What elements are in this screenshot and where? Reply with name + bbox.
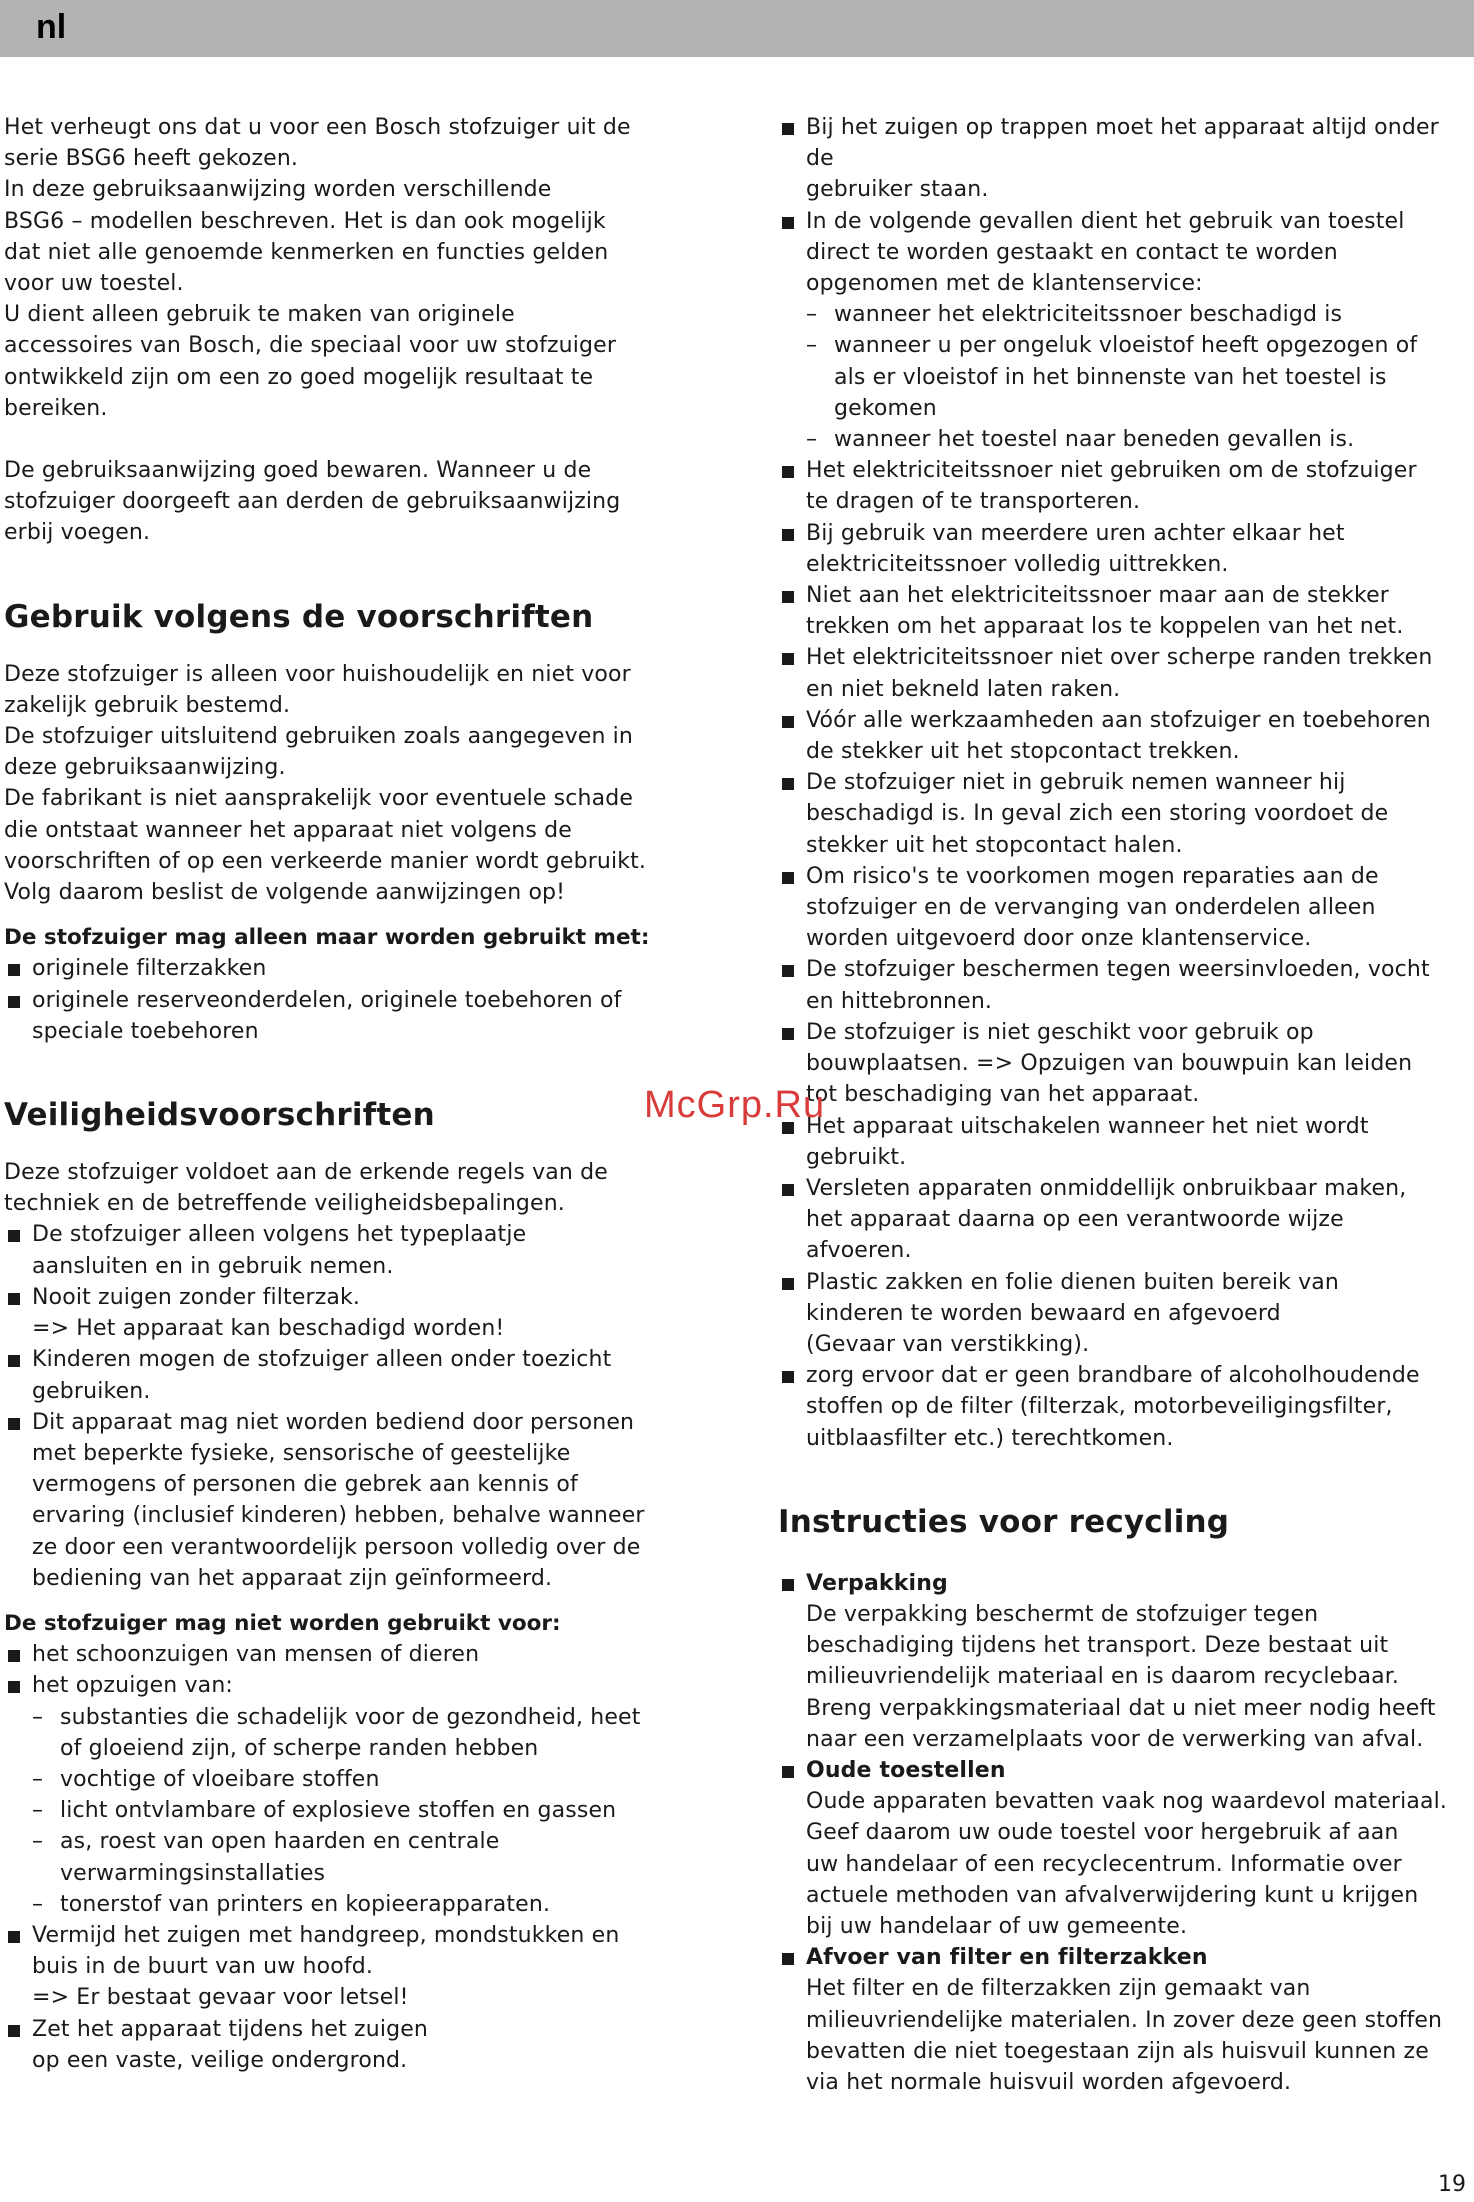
square-bullet-icon [782, 1766, 794, 1778]
safety-list [4, 1219, 724, 1593]
dash-item: – substanties die schadelijk voor de gezondheid, heet of gloeiend zijn, of scherpe randen hebben [32, 1704, 641, 1761]
square-bullet-icon [782, 1184, 794, 1196]
list-item: Nooit zuigen zonder filterzak. => Het apparaat kan beschadigd worden! [4, 1282, 724, 1344]
list-item: Zet het apparaat tijdens het zuigen op een vaste, veilige ondergrond. [4, 2014, 724, 2076]
header-bar [0, 0, 1474, 57]
notallowed-title: De stofzuiger mag niet worden gebruikt voor: [4, 1610, 561, 1636]
list-item: Het elektriciteitssnoer niet gebruiken om de stofzuiger te dragen of te transporteren. [778, 455, 1472, 517]
square-bullet-icon [8, 1418, 20, 1430]
notallowed-list [4, 1639, 724, 2076]
list-item: Vóór alle werkzaamheden aan stofzuiger en toebehoren de stekker uit het stopcontact trekken. [778, 705, 1472, 767]
allowed-title: De stofzuiger mag alleen maar worden gebruikt met: [4, 925, 650, 951]
square-bullet-icon [782, 1579, 794, 1591]
square-bullet-icon [782, 1371, 794, 1383]
recycling-list [778, 1568, 1472, 2098]
list-item: Versleten apparaten onmiddellijk onbruikbaar maken, het apparaat daarna op een verantwoorde wijze afvoeren. [778, 1173, 1472, 1267]
square-bullet-icon [782, 872, 794, 884]
list-item: De stofzuiger niet in gebruik nemen wanneer hij beschadigd is. In geval zich een storing voordoet de stekker uit het stopcontact halen. [778, 767, 1472, 861]
list-item: het opzuigen van: – substanties die schadelijk voor de gezondheid, heet of gloeiend zijn, of scherpe randen hebben – vochtige of vloeibare stoffen – licht ontvlambare of explosieve stoffen en gassen – as, roest van open haarden en centrale verwarmingsinstallaties – tonerstof van printers en kopieerapparaten. [4, 1670, 724, 1920]
dash-item: – as, roest van open haarden en centrale verwarmingsinstallaties [32, 1829, 500, 1886]
notallowed-sublist [32, 1702, 724, 1920]
list-item: Om risico's te voorkomen mogen reparaties aan de stofzuiger en de vervanging van onderdelen alleen worden uitgevoerd door onze klantenservice. [778, 861, 1472, 955]
list-item: Bij het zuigen op trappen moet het apparaat altijd onder de gebruiker staan. [778, 112, 1472, 206]
list-item: Oude toestellen Oude apparaten bevatten vaak nog waardevol materiaal. Geef daarom uw oude toestel voor hergebruik af aan uw handelaar of een recyclecentrum. Informatie over actuele methoden van afvalverwijdering kunt u krijgen bij uw handelaar of uw gemeente. [778, 1755, 1472, 1942]
dash-item: – wanneer het toestel naar beneden gevallen is. [806, 427, 1355, 453]
list-item: Bij gebruik van meerdere uren achter elkaar het elektriciteitssnoer volledig uittrekken. [778, 518, 1472, 580]
square-bullet-icon [8, 2025, 20, 2037]
square-bullet-icon [782, 778, 794, 790]
square-bullet-icon [782, 716, 794, 728]
section-title-safety: Veiligheidsvoorschriften [4, 1097, 435, 1134]
list-item: Het apparaat uitschakelen wanneer het niet wordt gebruikt. [778, 1111, 1472, 1173]
list-item: Vermijd het zuigen met handgreep, mondstukken en buis in de buurt van uw hoofd. => Er bestaat gevaar voor letsel! [4, 1920, 724, 2014]
list-item: Verpakking De verpakking beschermt de stofzuiger tegen beschadiging tijdens het transport. Deze bestaat uit milieuvriendelijk materiaal en is daarom recyclebaar. Breng verpakkingsmateriaal dat u niet meer nodig heeft naar een verzamelplaats voor de verwerking van afval. [778, 1568, 1472, 1755]
square-bullet-icon [782, 1278, 794, 1290]
safety-list-continued [778, 112, 1472, 1454]
list-item: originele filterzakken [4, 953, 724, 984]
list-item: Kinderen mogen de stofzuiger alleen onder toezicht gebruiken. [4, 1344, 724, 1406]
dash-item: – tonerstof van printers en kopieerapparaten. [32, 1891, 551, 1917]
dash-item: – vochtige of vloeibare stoffen [32, 1766, 380, 1792]
square-bullet-icon [782, 1028, 794, 1040]
allowed-list [4, 953, 724, 1047]
section-title-use: Gebruik volgens de voorschriften [4, 598, 594, 635]
list-item: Dit apparaat mag niet worden bediend door personen met beperkte fysieke, sensorische of geestelijke vermogens of personen die gebrek aan kennis of ervaring (inclusief kinderen) hebben, behalve wanneer ze door een verantwoordelijk persoon volledig over de bediening van het apparaat zijn geïnformeerd. [4, 1407, 724, 1594]
square-bullet-icon [782, 123, 794, 135]
list-item: Niet aan het elektriciteitssnoer maar aan de stekker trekken om het apparaat los te koppelen van het net. [778, 580, 1472, 642]
watermark-text: McGrp.Ru [644, 1084, 826, 1126]
left-column [4, 112, 724, 2076]
list-item: originele reserveonderdelen, originele toebehoren of speciale toebehoren [4, 985, 724, 1047]
square-bullet-icon [782, 965, 794, 977]
square-bullet-icon [782, 1953, 794, 1965]
storage-note: De gebruiksaanwijzing goed bewaren. Wanneer u de stofzuiger doorgeeft aan derden de gebruiksaanwijzing erbij voegen. [4, 458, 621, 546]
list-item: zorg ervoor dat er geen brandbare of alcoholhoudende stoffen op de filter (filterzak, motorbeveiligingsfilter, uitblaasfilter etc.) terechtkomen. [778, 1360, 1472, 1454]
square-bullet-icon [782, 591, 794, 603]
list-item: De stofzuiger beschermen tegen weersinvloeden, vocht en hittebronnen. [778, 954, 1472, 1016]
square-bullet-icon [782, 529, 794, 541]
square-bullet-icon [8, 1931, 20, 1943]
list-item: het schoonzuigen van mensen of dieren [4, 1639, 724, 1670]
safety-intro: Deze stofzuiger voldoet aan de erkende regels van de techniek en de betreffende veiligheidsbepalingen. [4, 1160, 608, 1217]
use-paragraph: Deze stofzuiger is alleen voor huishoudelijk en niet voor zakelijk gebruik bestemd. De stofzuiger uitsluitend gebruiken zoals aangegeven in deze gebruiksaanwijzing. De fabrikant is niet aansprakelijk voor eventuele schade die ontstaat wanneer het apparaat niet volgens de voorschriften of op een verkeerde manier wordt gebruikt. Volg daarom beslist de volgende aanwijzingen op! [4, 661, 647, 906]
square-bullet-icon [782, 217, 794, 229]
square-bullet-icon [8, 1681, 20, 1693]
right-column [778, 112, 1472, 2098]
page-number: 19 [1438, 2172, 1466, 2197]
dash-item: – licht ontvlambare of explosieve stoffen en gassen [32, 1798, 617, 1824]
square-bullet-icon [8, 1293, 20, 1305]
square-bullet-icon [8, 1650, 20, 1662]
square-bullet-icon [782, 466, 794, 478]
list-item: Afvoer van filter en filterzakken Het filter en de filterzakken zijn gemaakt van milieuvriendelijke materialen. In zover deze geen stoffen bevatten die niet toegestaan zijn als huisvuil kunnen ze via het normale huisvuil worden afgevoerd. [778, 1942, 1472, 2098]
service-sublist [806, 299, 1472, 455]
list-item: In de volgende gevallen dient het gebruik van toestel direct te worden gestaakt en contact te worden opgenomen met de klantenservice: – wanneer het elektriciteitssnoer beschadigd is – wanneer u per ongeluk vloeistof heeft opgezogen of als er vloeistof in het binnenste van het toestel is gekomen – wanneer het toestel naar beneden gevallen is. [778, 206, 1472, 456]
list-item: Het elektriciteitssnoer niet over scherpe randen trekken en niet bekneld laten raken. [778, 642, 1472, 704]
square-bullet-icon [8, 1230, 20, 1242]
list-item: De stofzuiger is niet geschikt voor gebruik op bouwplaatsen. => Opzuigen van bouwpuin kan leiden tot beschadiging van het apparaat. [778, 1017, 1472, 1111]
list-item: De stofzuiger alleen volgens het typeplaatje aansluiten en in gebruik nemen. [4, 1219, 724, 1281]
square-bullet-icon [8, 996, 20, 1008]
language-code: nl [36, 8, 67, 46]
dash-item: – wanneer u per ongeluk vloeistof heeft opgezogen of als er vloeistof in het binnenste van het toestel is gekomen [806, 333, 1418, 421]
dash-item: – wanneer het elektriciteitssnoer beschadigd is [806, 302, 1343, 328]
intro-paragraph: Het verheugt ons dat u voor een Bosch stofzuiger uit de serie BSG6 heeft gekozen. In deze gebruiksaanwijzing worden verschillende BSG6 – modellen beschreven. Het is dan ook mogelijk dat niet alle genoemde kenmerken en functies gelden voor uw toestel. U dient alleen gebruik te maken van originele accessoires van Bosch, die speciaal voor uw stofzuiger ontwikkeld zijn om een zo goed mogelijk resultaat te bereiken. [4, 115, 631, 421]
square-bullet-icon [782, 653, 794, 665]
square-bullet-icon [8, 964, 20, 976]
section-title-recycling: Instructies voor recycling [778, 1503, 1230, 1540]
square-bullet-icon [8, 1355, 20, 1367]
list-item: Plastic zakken en folie dienen buiten bereik van kinderen te worden bewaard en afgevoerd (Gevaar van verstikking). [778, 1267, 1472, 1361]
